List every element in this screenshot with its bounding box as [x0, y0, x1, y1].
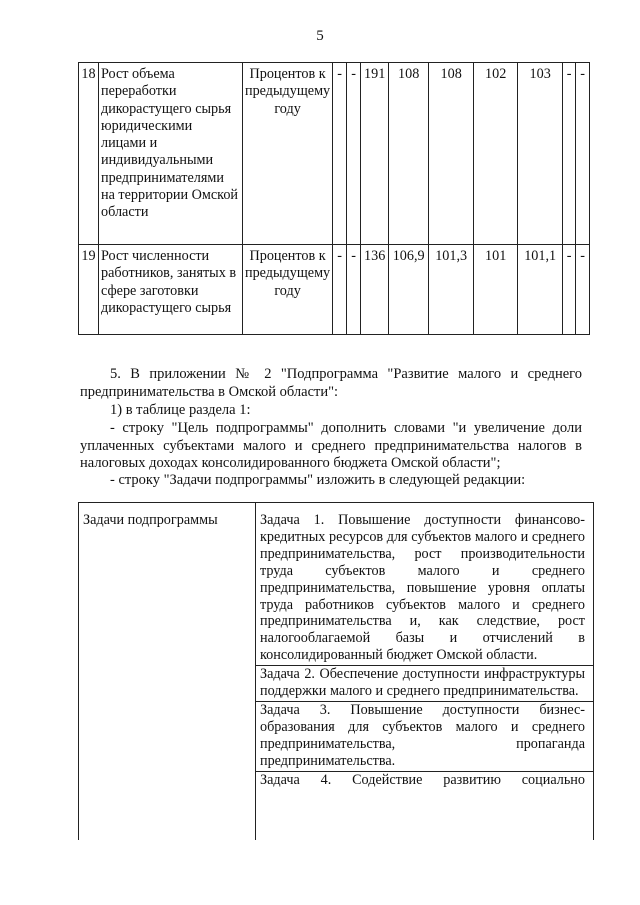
indicator-name: Рост численности работников, занятых в сфере заготовки дикорастущего сырья	[99, 245, 243, 335]
paragraph-amendment: 5. В приложении № 2 "Подпрограмма "Развитие малого и среднего предпринимательства в Омской области":	[80, 366, 582, 400]
table-row	[79, 245, 590, 335]
value-cell: 101,1	[518, 245, 563, 335]
value-cell: -	[576, 63, 590, 245]
value-cell: -	[563, 245, 576, 335]
task-item: Задача 1. Повышение доступности финансово-кредитных ресурсов для субъектов малого и среднего предпринимательства, рост производительности труда субъектов малого и среднего предпринимательства, повышение уровня оплаты труда работников субъектов малого и среднего предпринимательства и, как следствие, рост налогооблагаемой базы и отчислений в консолидированный бюджет Омской области.	[260, 512, 585, 664]
paragraph-tasks-row: - строку "Задачи подпрограммы" изложить в следующей редакции:	[110, 472, 526, 488]
unit-cell: Процентов к предыдущему году	[243, 63, 333, 245]
tasks-content	[256, 503, 594, 841]
value-cell: -	[333, 245, 347, 335]
page-number: 5	[316, 28, 324, 44]
value-cell: 136	[361, 245, 389, 335]
paragraph-table-section: 1) в таблице раздела 1:	[110, 402, 251, 418]
indicators-table	[78, 62, 590, 335]
value-cell: -	[347, 245, 361, 335]
value-cell: -	[333, 63, 347, 245]
row-number: 18	[79, 63, 99, 245]
value-cell: 103	[518, 63, 563, 245]
unit-cell: Процентов к предыдущему году	[243, 245, 333, 335]
paragraph-goal-row: - строку "Цель подпрограммы" дополнить словами "и увеличение доли уплаченных субъектами малого и среднего предпринимательства налогов в налоговых доходах консолидированного бюджета Омской области";	[80, 420, 582, 471]
tasks-label: Задачи подпрограммы	[79, 503, 256, 841]
value-cell: 102	[474, 63, 518, 245]
value-cell: -	[563, 63, 576, 245]
table-row	[79, 503, 594, 841]
value-cell: 101	[474, 245, 518, 335]
row-number: 19	[79, 245, 99, 335]
tasks-table	[78, 502, 594, 840]
value-cell: 108	[429, 63, 474, 245]
value-cell: -	[347, 63, 361, 245]
indicator-name: Рост объема переработки дикорастущего сырья юридическими лицами и индивидуальными предпринимателями на территории Омской области	[99, 63, 243, 245]
value-cell: 108	[389, 63, 429, 245]
task-item: Задача 3. Повышение доступности бизнес-образования для субъектов малого и среднего предпринимательства, пропаганда предпринимательства.	[260, 701, 585, 769]
task-item: Задача 4. Содействие развитию социально	[260, 771, 585, 788]
value-cell: 101,3	[429, 245, 474, 335]
task-item: Задача 2. Обеспечение доступности инфраструктуры поддержки малого и среднего предпринимательства.	[260, 666, 585, 700]
table-row	[79, 63, 590, 245]
value-cell: 191	[361, 63, 389, 245]
value-cell: -	[576, 245, 590, 335]
value-cell: 106,9	[389, 245, 429, 335]
